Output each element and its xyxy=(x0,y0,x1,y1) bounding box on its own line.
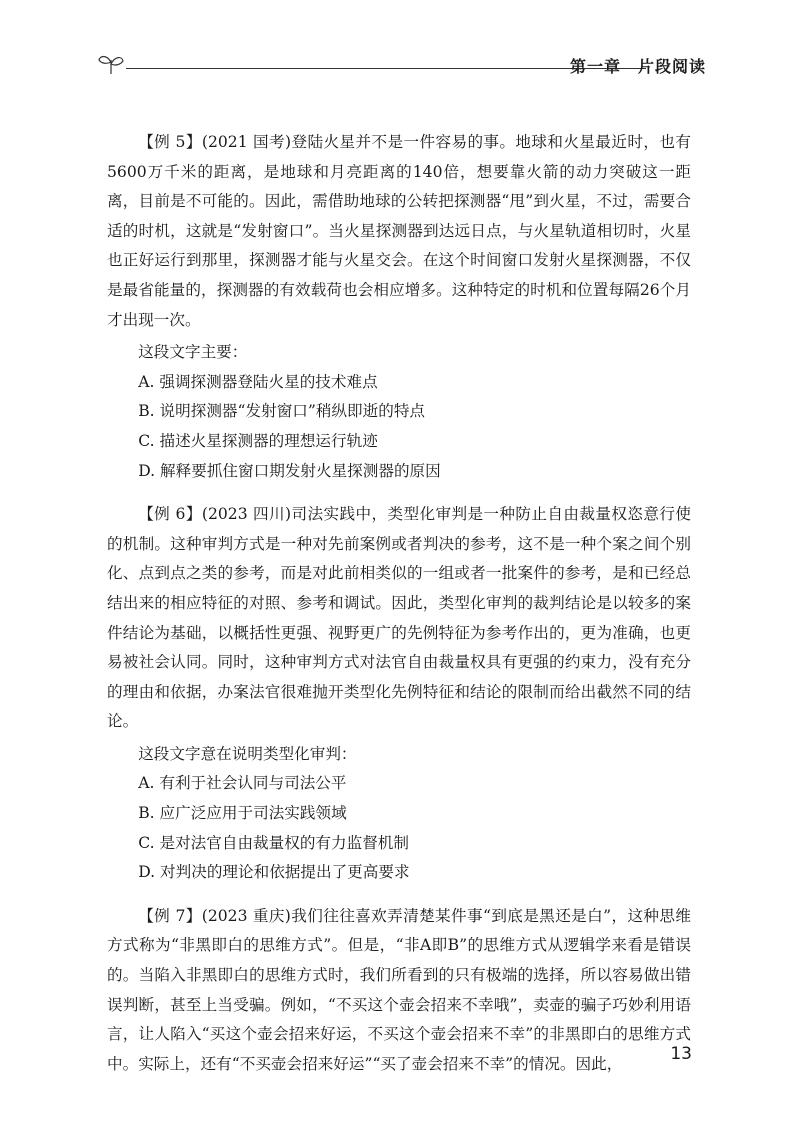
option-c: C. 是对法官自由裁量权的有力监督机制 xyxy=(138,833,409,852)
option-a: A. 有利于社会认同与司法公平 xyxy=(138,774,347,793)
question-stem: 这段文字意在说明类型化审判： xyxy=(138,744,357,763)
example-label: 【例 6】 xyxy=(138,505,202,524)
page-number: 13 xyxy=(670,1044,692,1064)
example-label: 【例 7】 xyxy=(138,906,202,925)
example-label: 【例 5】 xyxy=(138,133,202,151)
chapter-title: 第一章 片段阅读 xyxy=(569,57,706,76)
example-passage xyxy=(107,500,691,737)
option-b: B. 说明探测器“发射窗口”稍纵即逝的特点 xyxy=(138,402,426,421)
example-6 xyxy=(107,500,691,888)
option-d: D. 解释要抓住窗口期发射火星探测器的原因 xyxy=(138,461,441,480)
option-d: D. 对判决的理论和依据提出了更高要求 xyxy=(138,863,410,882)
example-7 xyxy=(107,902,691,1080)
option-b: B. 应广泛应用于司法实践领域 xyxy=(138,804,347,823)
example-source: (2023 重庆) xyxy=(201,906,291,925)
header-rule xyxy=(126,68,646,69)
example-passage xyxy=(107,902,691,1080)
example-source: (2023 四川) xyxy=(201,505,292,524)
leaf-icon xyxy=(96,50,126,76)
option-c: C. 描述火星探测器的理想运行轨迹 xyxy=(138,431,378,450)
option-a: A. 强调探测器登陆火星的技术难点 xyxy=(138,372,378,391)
example-5 xyxy=(107,128,691,486)
page-content xyxy=(107,128,691,1093)
passage-text: 司法实践中，类型化审判是一种防止自由裁量权恣意行使的机制。这种审判方式是一种对先前案例或者判决的参考，这不是一种个案之间个别化、点到点之类的参考，而是对此前相类似的一组或者一批案件的参考，是和已经总结出来的相应特征的对照、参考和调试。因此，类型化审判的裁判结论是以较多的案件结论为基础，以概括性更强、视野更广的先例特征为参考作出的，更为准确，也更易被社会认同。同时，这种审判方式对法官自由裁量权具有更强的约束力，没有充分的理由和依据，办案法官很难抛开类型化先例特征和结论的限制而给出截然不同的结论。 xyxy=(107,505,691,731)
passage-text: 我们往往喜欢弄清楚某件事“到底是黑还是白”，这种思维方式称为“非黑即白的思维方式”。但是，“非A即B”的思维方式从逻辑学来看是错误的。当陷入非黑即白的思维方式时，我们所看到的只有极端的选择，所以容易做出错误判断，甚至上当受骗。例如，“不买这个壶会招来不幸哦”，卖壶的骗子巧妙利用语言，让人陷入“买这个壶会招来好运，不买这个壶会招来不幸”的非黑即白的思维方式中。实际上，还有“不买壶会招来好运”“买了壶会招来不幸”的情况。因此， xyxy=(107,906,691,1073)
page-header xyxy=(96,50,706,80)
question-stem: 这段文字主要： xyxy=(138,343,248,362)
example-source: (2021 国考) xyxy=(201,133,292,151)
example-passage xyxy=(107,128,691,335)
passage-text: 登陆火星并不是一件容易的事。地球和火星最近时，也有5600万千米的距离，是地球和月亮距离的140倍，想要靠火箭的动力突破这一距离，目前是不可能的。因此，需借助地球的公转把探测器“甩”到火星，不过，需要合适的时机，这就是“发射窗口”。当火星探测器到达远日点，与火星轨道相切时，火星也正好运行到那里，探测器才能与火星交会。在这个时间窗口发射火星探测器，不仅是最省能量的，探测器的有效载荷也会相应增多。这种特定的时机和位置每隔26个月才出现一次。 xyxy=(107,133,691,329)
